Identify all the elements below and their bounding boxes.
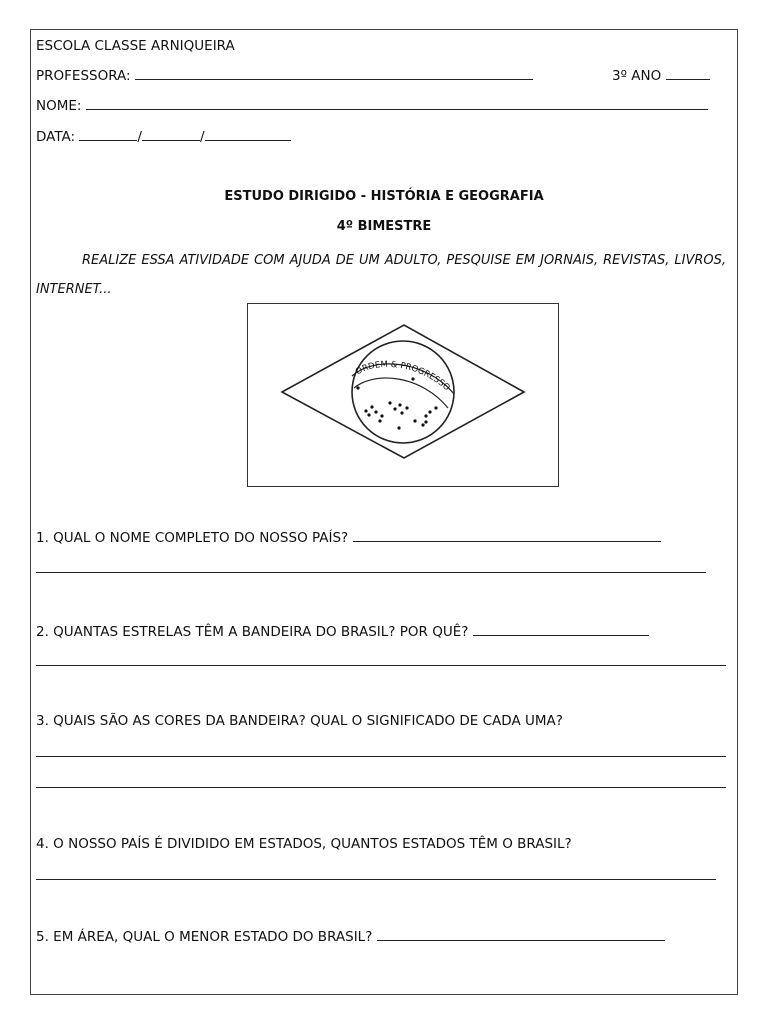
answer-2-field[interactable] <box>473 623 649 636</box>
grade-field[interactable] <box>666 67 710 80</box>
date-separator: / <box>137 129 142 145</box>
date-label: DATA: <box>36 129 76 145</box>
name-label: NOME: <box>36 98 82 114</box>
answer-3-line-2[interactable] <box>36 787 726 788</box>
question-1 <box>36 529 661 546</box>
teacher-row <box>36 67 533 84</box>
page-title: ESTUDO DIRIGIDO - HISTÓRIA E GEOGRAFIA <box>224 189 544 204</box>
date-separator: / <box>199 129 205 145</box>
flag-motto: ORDEM & PROGRESSO <box>353 359 452 394</box>
date-month-field[interactable] <box>142 128 200 141</box>
school-name: ESCOLA CLASSE ARNIQUEIRA <box>36 38 235 54</box>
teacher-label: PROFESSORA: <box>36 68 131 84</box>
brazil-flag-image <box>247 303 559 487</box>
brazil-flag-icon <box>248 304 557 485</box>
answer-1-line[interactable] <box>36 572 706 573</box>
grade-row <box>612 67 710 84</box>
answer-5-field[interactable] <box>377 928 665 941</box>
page-subtitle: 4º BIMESTRE <box>336 219 432 234</box>
question-4-text: 4. O NOSSO PAÍS É DIVIDIDO EM ESTADOS, QUANTOS ESTADOS TÊM O BRASIL? <box>36 836 572 852</box>
date-row <box>36 128 291 145</box>
question-5-text: 5. EM ÁREA, QUAL O MENOR ESTADO DO BRASIL? <box>36 929 373 945</box>
teacher-field[interactable] <box>135 67 533 80</box>
question-3 <box>36 713 563 729</box>
question-3-text: 3. QUAIS SÃO AS CORES DA BANDEIRA? QUAL O SIGNIFICADO DE CADA UMA? <box>36 713 563 729</box>
question-4 <box>36 836 572 852</box>
answer-2-line[interactable] <box>36 665 726 666</box>
question-2-text: 2. QUANTAS ESTRELAS TÊM A BANDEIRA DO BRASIL? POR QUÊ? <box>36 624 469 640</box>
answer-1-field[interactable] <box>353 529 661 542</box>
answer-3-line-1[interactable] <box>36 756 726 757</box>
name-row <box>36 97 708 114</box>
name-field[interactable] <box>86 97 708 110</box>
question-5 <box>36 928 665 945</box>
instructions-text: REALIZE ESSA ATIVIDADE COM AJUDA DE UM ADULTO, PESQUISE EM JORNAIS, REVISTAS, LIVROS, INTERNET... <box>36 253 726 297</box>
date-year-field[interactable] <box>205 128 291 141</box>
question-2 <box>36 623 649 640</box>
answer-4-line[interactable] <box>36 879 716 880</box>
grade-label: 3º ANO <box>612 68 662 84</box>
date-day-field[interactable] <box>79 128 137 141</box>
question-1-text: 1. QUAL O NOME COMPLETO DO NOSSO PAÍS? <box>36 530 349 546</box>
